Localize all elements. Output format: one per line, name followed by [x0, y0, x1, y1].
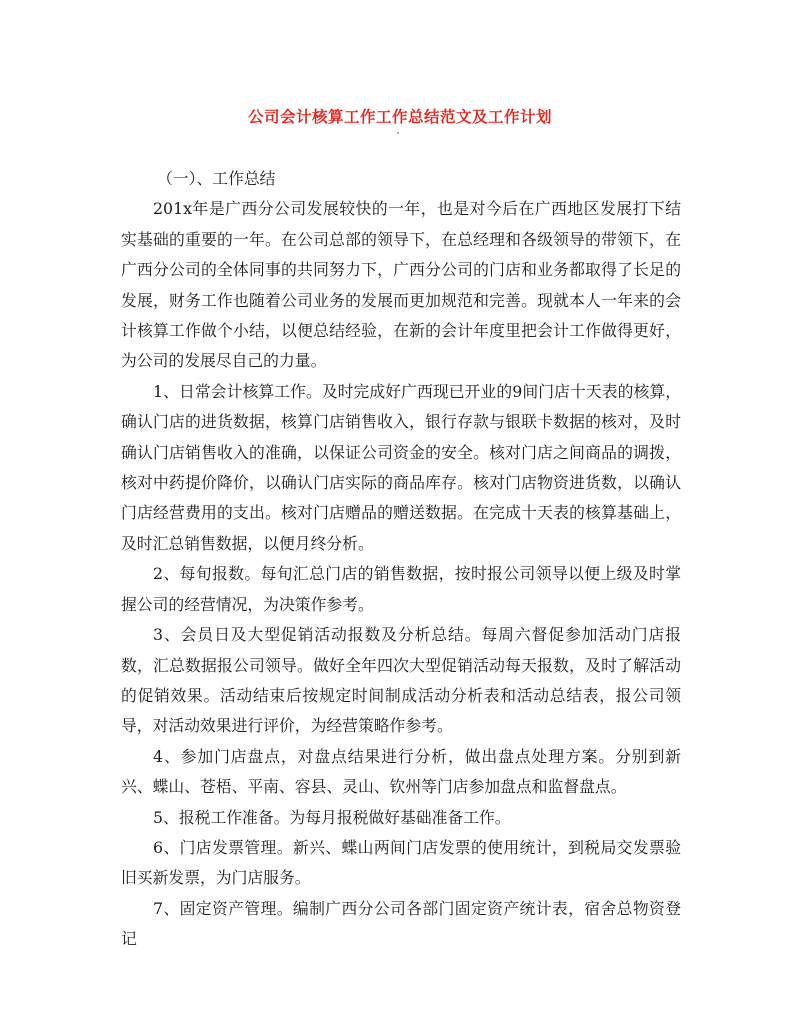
- document-body: [121, 164, 681, 955]
- paragraph-item-4: 4、参加门店盘点，对盘点结果进行分析，做出盘点处理方案。分别到新兴、蝶山、苍梧、平南、容县、灵山、钦州等门店参加盘点和监督盘点。: [121, 746, 681, 797]
- paragraph-item-2: 2、每旬报数。每旬汇总门店的销售数据，按时报公司领导以便上级及时掌握公司的经营情况，为决策作参考。: [121, 564, 681, 614]
- title-marker-dot: [397, 132, 399, 134]
- paragraph-item-6: 6、门店发票管理。新兴、蝶山两间门店发票的使用统计，到税局交发票验旧买新发票，为门店服务。: [121, 837, 681, 888]
- section-heading: （一）、工作总结: [157, 169, 276, 188]
- paragraph-item-1: 1、日常会计核算工作。及时完成好广西现已开业的9间门店十天表的核算，确认门店的进货数据，核算门店销售收入，银行存款与银联卡数据的核对，及时确认门店销售收入的准确，以保证公司资金的安全。核对门店之间商品的调拨，核对中药提价降价，以确认门店实际的商品库存。核对门店物资进货数，以确认门店经营费用的支出。核对门店赠品的赠送数据。在完成十天表的核算基础上，及时汇总销售数据，以便月终分析。: [121, 381, 681, 553]
- paragraph-item-3: 3、会员日及大型促销活动报数及分析总结。每周六督促参加活动门店报数，汇总数据报公司领导。做好全年四次大型促销活动每天报数，及时了解活动的促销效果。活动结束后按规定时间制成活动分析表和活动总结表，报公司领导，对活动效果进行评价，为经营策略作参考。: [121, 625, 681, 736]
- paragraph-item-5: 5、报税工作准备。为每月报税做好基础准备工作。: [153, 807, 511, 827]
- paragraph-item-7: 7、固定资产管理。编制广西分公司各部门固定资产统计表，宿舍总物资登记: [121, 898, 681, 949]
- paragraph-intro: 201x年是广西分公司发展较快的一年，也是对今后在广西地区发展打下结实基础的重要的一年。在公司总部的领导下，在总经理和各级领导的带领下，在广西分公司的全体同事的共同努力下，广西分公司的门店和业务都取得了长足的发展，财务工作也随着公司业务的发展而更加规范和完善。现就本人一年来的会计核算工作做个小结，以便总结经验，在新的会计年度里把会计工作做得更好，为公司的发展尽自己的力量。: [121, 199, 681, 371]
- document-title: 公司会计核算工作工作总结范文及工作计划: [247, 107, 552, 126]
